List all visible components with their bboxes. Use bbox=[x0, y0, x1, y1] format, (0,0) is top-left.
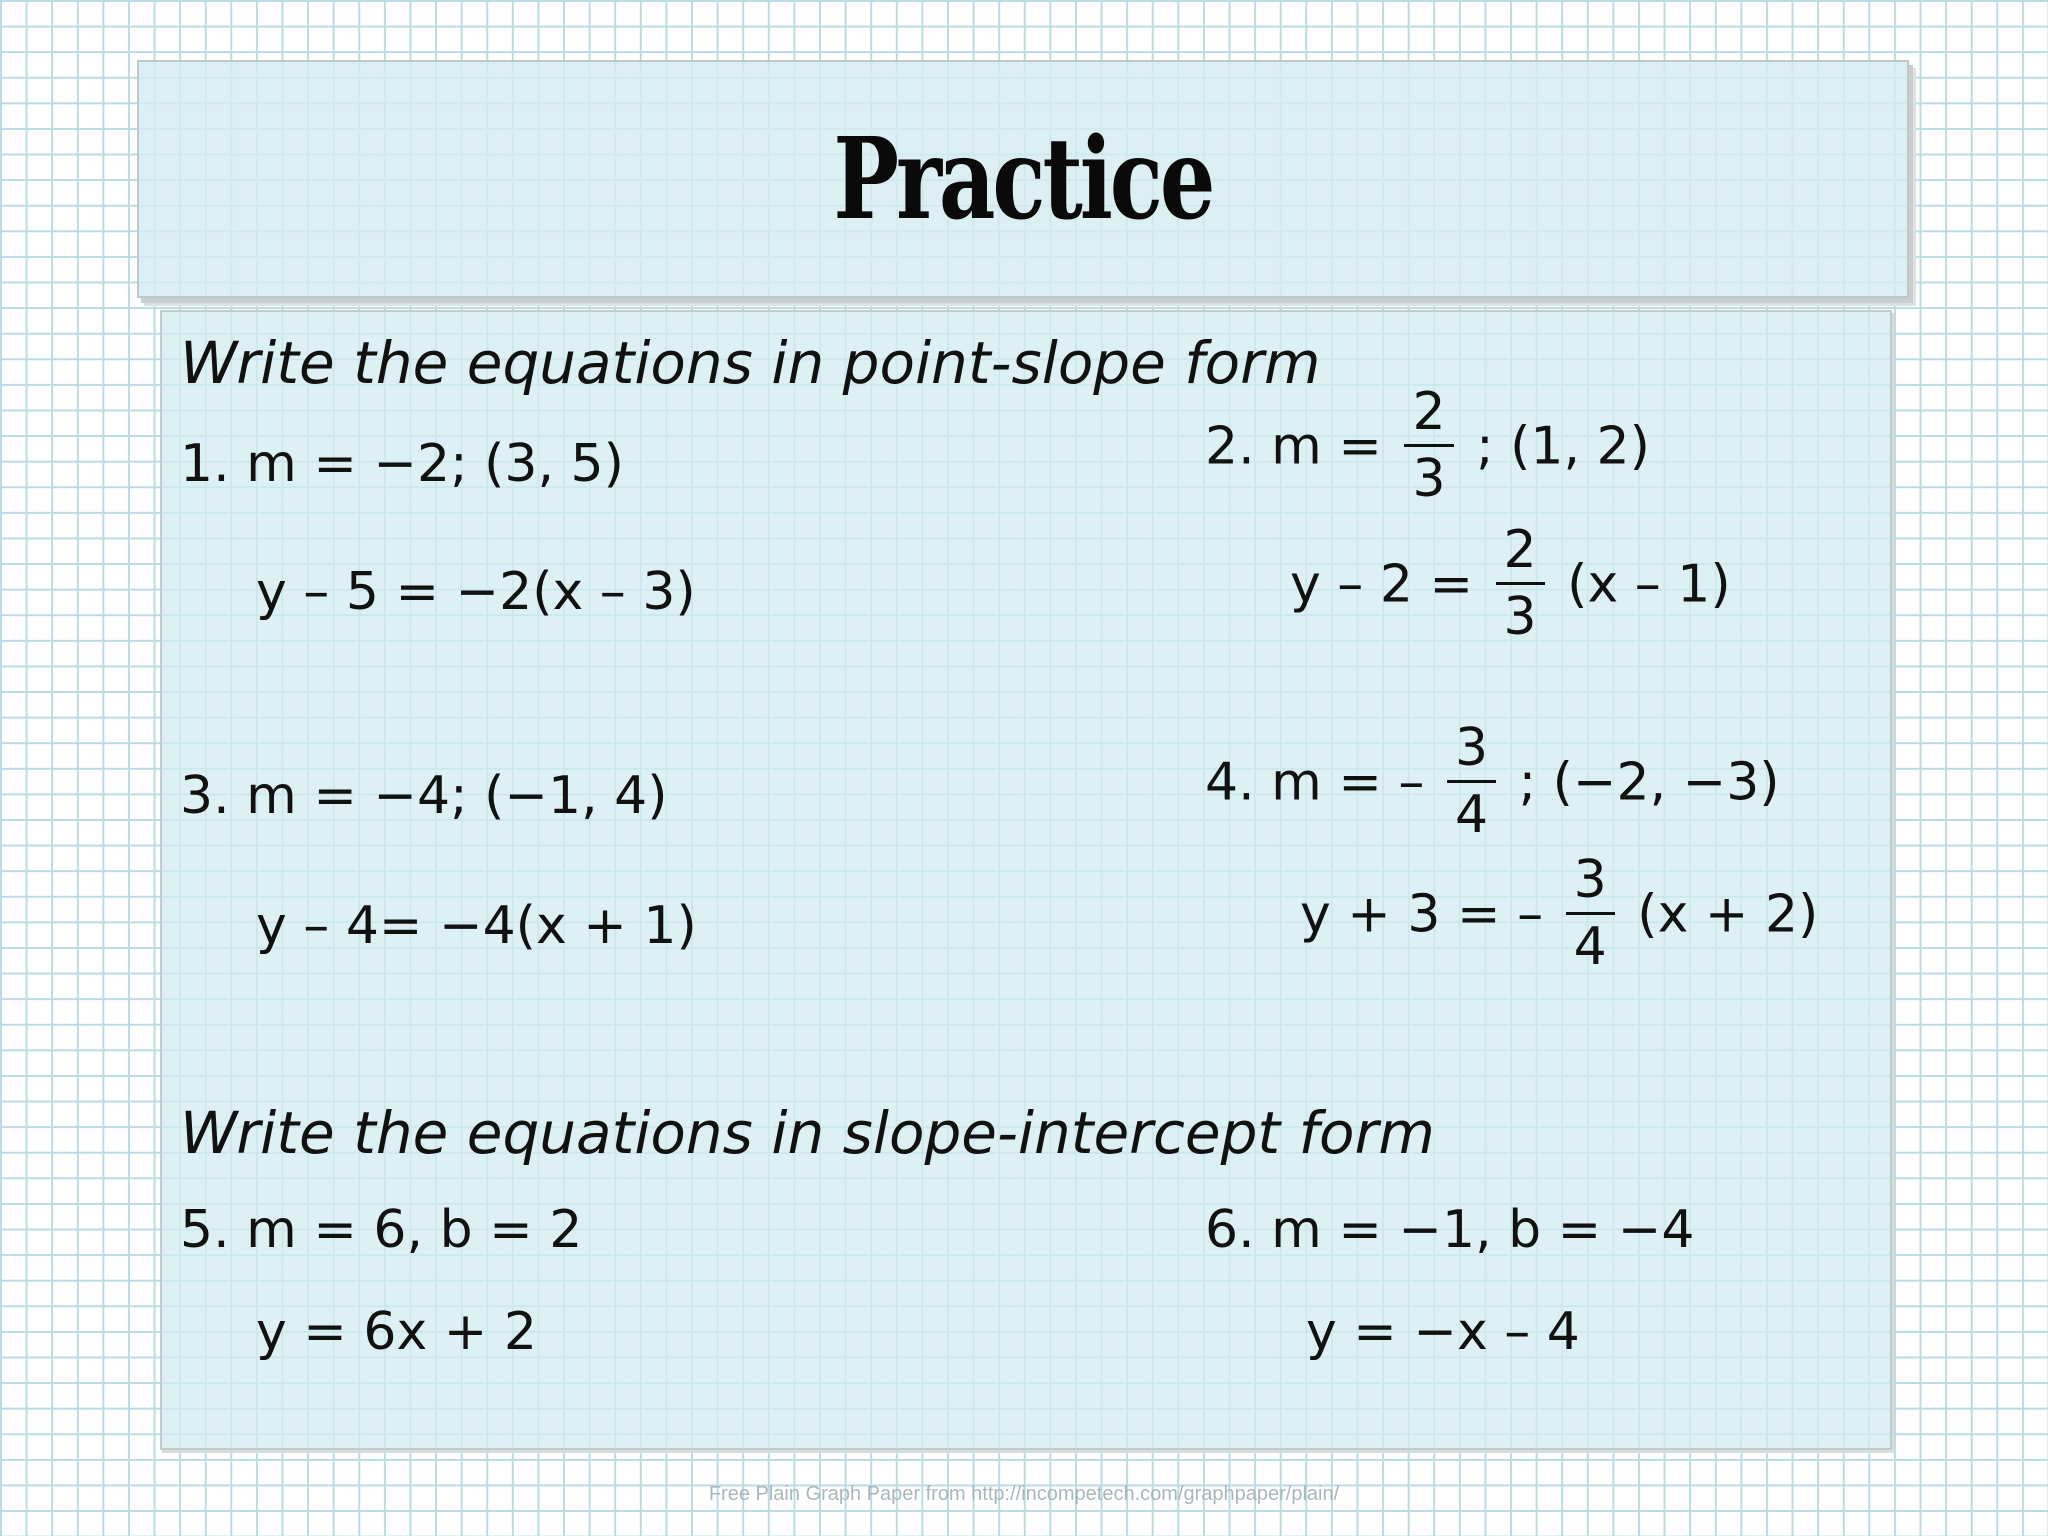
answer-3: y – 4= −4(x + 1) bbox=[256, 896, 697, 956]
fraction-numerator: 2 bbox=[1404, 386, 1453, 447]
answer-5: y = 6x + 2 bbox=[256, 1302, 537, 1362]
fraction-numerator: 2 bbox=[1496, 524, 1545, 585]
slide-title: Practice bbox=[833, 113, 1213, 245]
problem-4-suffix: ; (−2, −3) bbox=[1518, 752, 1780, 813]
answer-2-suffix: (x – 1) bbox=[1567, 554, 1731, 615]
problem-2 bbox=[1205, 382, 1650, 509]
fraction-numerator: 3 bbox=[1447, 722, 1496, 783]
answer-1: y – 5 = −2(x – 3) bbox=[256, 562, 696, 622]
problem-4-slope-fraction bbox=[1447, 718, 1496, 845]
problem-2-slope-fraction bbox=[1404, 382, 1453, 509]
answer-4-slope-fraction bbox=[1566, 850, 1615, 977]
graph-paper-credit: Free Plain Graph Paper from http://incompetech.com/graphpaper/plain/ bbox=[708, 1483, 1340, 1505]
problem-4-prefix: 4. m = – bbox=[1205, 752, 1425, 813]
answer-4 bbox=[1300, 850, 1819, 977]
fraction-denominator: 4 bbox=[1573, 917, 1607, 977]
fraction-denominator: 3 bbox=[1503, 587, 1537, 647]
answer-2-slope-fraction bbox=[1496, 520, 1545, 647]
section-heading-slope-intercept: Write the equations in slope-intercept form bbox=[180, 1099, 1435, 1167]
problem-1: 1. m = −2; (3, 5) bbox=[180, 434, 624, 494]
fraction-denominator: 4 bbox=[1454, 785, 1489, 845]
problem-5: 5. m = 6, b = 2 bbox=[180, 1200, 583, 1260]
answer-4-prefix: y + 3 = – bbox=[1300, 884, 1544, 945]
answer-2-prefix: y – 2 = bbox=[1290, 554, 1474, 615]
problem-3: 3. m = −4; (−1, 4) bbox=[180, 766, 668, 826]
answer-6: y = −x – 4 bbox=[1306, 1302, 1580, 1362]
answer-4-suffix: (x + 2) bbox=[1637, 884, 1819, 945]
problem-6: 6. m = −1, b = −4 bbox=[1205, 1200, 1695, 1260]
section-heading-point-slope: Write the equations in point-slope form bbox=[180, 329, 1321, 397]
fraction-denominator: 3 bbox=[1412, 449, 1446, 509]
problem-4 bbox=[1205, 718, 1780, 845]
fraction-numerator: 3 bbox=[1566, 854, 1615, 915]
problem-2-suffix: ; (1, 2) bbox=[1476, 416, 1650, 477]
problem-2-prefix: 2. m = bbox=[1205, 416, 1382, 477]
title-banner bbox=[137, 60, 1909, 298]
answer-2 bbox=[1290, 520, 1731, 647]
